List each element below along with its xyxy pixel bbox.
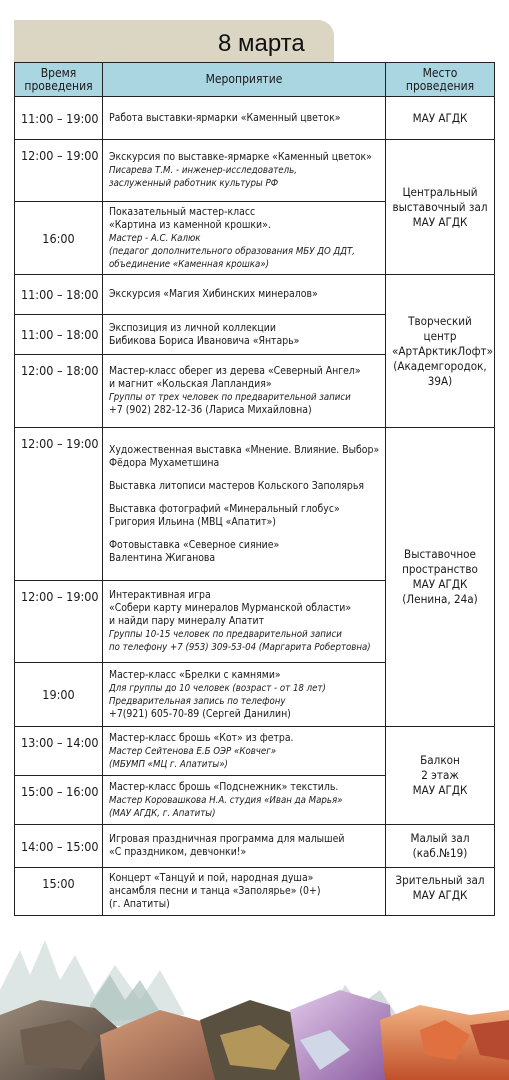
text-line: проведения [24, 78, 93, 93]
event-time: 12:00 – 19:00 [15, 428, 103, 581]
table-row [15, 140, 495, 202]
text-line: Фотовыставка «Северное сияние» [109, 538, 280, 551]
event-time: 11:00 – 18:00 [15, 275, 103, 315]
event-cell [103, 776, 386, 825]
event-cell [103, 275, 386, 315]
text-line: (г. Апатиты) [109, 898, 170, 910]
text-line: заслуженный работник культуры РФ [109, 178, 279, 189]
text-line: Творческий центр [408, 313, 472, 343]
text-line: Экскурсия «Магия Хибинских минералов» [109, 288, 318, 300]
text-line: МАУ АГДК [412, 783, 468, 797]
venue-cell [386, 140, 495, 275]
event-cell [103, 315, 386, 355]
text-line: +7 (902) 282-12-36 (Лариса Михайловна) [109, 404, 312, 416]
text-line: (педагог дополнительного образования МБУ ДО ДДТ, [109, 245, 355, 257]
table-row [15, 275, 495, 315]
text-line: Время [40, 65, 77, 80]
minerals-illustration [0, 920, 509, 1080]
event-time: 11:00 – 19:00 [15, 97, 103, 140]
rock-shape [290, 990, 395, 1080]
text-line: 39А) [427, 373, 453, 388]
text-line: Интерактивная игра [109, 589, 211, 601]
text-line: Валентина Жиганова [109, 551, 216, 564]
event-cell [103, 140, 386, 202]
event-cell [103, 202, 386, 275]
text-line: Для группы до 10 человек (возраст - от 18 лет) [109, 682, 326, 694]
text-line: Зрительный зал [395, 873, 485, 887]
text-line: МАУ АГДК [412, 888, 468, 902]
text-line: Игровая праздничная программа для малышей [109, 833, 345, 845]
table-row [15, 428, 495, 581]
text-line: пространство [402, 562, 478, 576]
text-line: (МБУМП «МЦ г. Апатиты») [109, 758, 228, 770]
event-time: 11:00 – 18:00 [15, 315, 103, 355]
event-cell [103, 355, 386, 428]
text-line: «Собери карту минералов Мурманской области» [109, 602, 352, 614]
text-line: Мастер-класс брошь «Подснежник» текстиль. [109, 780, 339, 793]
text-line: Предварительная запись по телефону [109, 695, 286, 707]
text-line: Экскурсия по выставке-ярмарке «Каменный цветок» [109, 151, 372, 163]
text-line: Группы от трех человек по предварительной записи [109, 392, 351, 403]
text-line: Малый зал [410, 831, 470, 845]
event-time: 16:00 [15, 202, 103, 275]
table-row [15, 825, 495, 868]
text-line: Балкон [420, 753, 460, 767]
text-line: +7(921) 605-70-89 (Сергей Данилин) [109, 707, 291, 720]
venue-cell [386, 825, 495, 868]
text-line: Мастер - А.С. Калюк [109, 232, 201, 244]
text-line: «Картина из каменной крошки». [109, 218, 271, 231]
text-line: МАУ АГДК [412, 577, 468, 591]
venue-cell [386, 97, 495, 140]
text-line: (МАУ АГДК, г. Апатиты) [109, 807, 216, 819]
text-line: МАУ АГДК [412, 110, 468, 125]
event-cell [103, 868, 386, 916]
text-line: Мастер Сейтенова Е.Б ОЭР «Ковчег» [109, 745, 277, 757]
text-line: «С праздником, девчонки!» [109, 846, 247, 858]
event-time: 13:00 – 14:00 [15, 727, 103, 776]
text-line: Бибикова Бориса Ивановича «Янтарь» [109, 334, 300, 347]
text-line: 2 этаж [421, 768, 459, 782]
page-title: 8 марта [218, 30, 305, 57]
event-time: 12:00 – 18:00 [15, 355, 103, 428]
table-header-row [15, 63, 495, 97]
venue-cell [386, 428, 495, 727]
text-line: объединение «Каменная крошка») [109, 258, 269, 270]
text-line: Концерт «Танцуй и пой, народная душа» [109, 872, 314, 884]
venue-cell [386, 275, 495, 428]
text-line: Выставка фотографий «Минеральный глобус» [109, 502, 340, 515]
header-time [15, 63, 103, 97]
text-line: (Ленина, 24а) [402, 592, 478, 606]
text-line: «АртАрктикЛофт» [392, 343, 494, 358]
text-line: Место [422, 65, 458, 80]
table-row [15, 868, 495, 916]
text-line: Выставка литописи мастеров Кольского Заполярья [109, 479, 364, 492]
text-line: Группы 10-15 человек по предварительной записи [109, 629, 342, 640]
venue-cell [386, 868, 495, 916]
text-line: (каб.№19) [412, 846, 468, 860]
event-time: 15:00 [15, 868, 103, 916]
header-place [386, 63, 495, 97]
text-line: Мастер-класс брошь «Кот» из фетра. [109, 731, 294, 744]
event-cell [103, 581, 386, 663]
table-row [15, 727, 495, 776]
event-cell [103, 825, 386, 868]
text-line: МАУ АГДК [412, 214, 468, 229]
text-line: Работа выставки-ярмарки «Каменный цветок» [109, 111, 341, 124]
text-line: и магнит «Кольская Лапландия» [109, 378, 272, 390]
text-line: по телефону +7 (953) 309-53-04 (Маргарита Робертовна) [109, 642, 371, 653]
text-line: Мастер Коровашкова Н.А. студия «Иван да Марья» [109, 794, 343, 806]
text-line: Художественная выставка «Мнение. Влияние. Выбор» [109, 443, 380, 456]
event-cell [103, 727, 386, 776]
text-line: выставочный зал [392, 199, 488, 214]
venue-cell [386, 727, 495, 825]
text-line: Экспозиция из личной коллекции [109, 321, 276, 334]
event-time: 14:00 – 15:00 [15, 825, 103, 868]
event-time: 15:00 – 16:00 [15, 776, 103, 825]
text-line: Григория Ильина (МВЦ «Апатит») [109, 515, 276, 528]
text-line: Писарева Т.М. - инженер-исследователь, [109, 165, 297, 176]
text-line: Фёдора Мухаметшина [109, 456, 220, 469]
event-time: 12:00 – 19:00 [15, 581, 103, 663]
text-line: Центральный [402, 184, 478, 199]
text-line: и найди пару минералу Апатит [109, 615, 265, 627]
header-event: Мероприятие [103, 63, 386, 97]
text-line: Показательный мастер-класс [109, 205, 256, 218]
event-cell [103, 97, 386, 140]
text-line: Мастер-класс оберег из дерева «Северный Ангел» [109, 365, 361, 377]
event-cell [103, 428, 386, 581]
event-time: 12:00 – 19:00 [15, 140, 103, 202]
event-time: 19:00 [15, 663, 103, 727]
event-cell [103, 663, 386, 727]
schedule-table [14, 62, 495, 916]
text-line: проведения [405, 78, 475, 93]
text-line: Мастер-класс «Брелки с камнями» [109, 668, 281, 681]
text-line: Выставочное [404, 547, 476, 561]
table-row [15, 97, 495, 140]
text-line: ансамбля песни и танца «Заполярье» (0+) [109, 885, 321, 897]
text-line: (Академгородок, [393, 358, 487, 373]
